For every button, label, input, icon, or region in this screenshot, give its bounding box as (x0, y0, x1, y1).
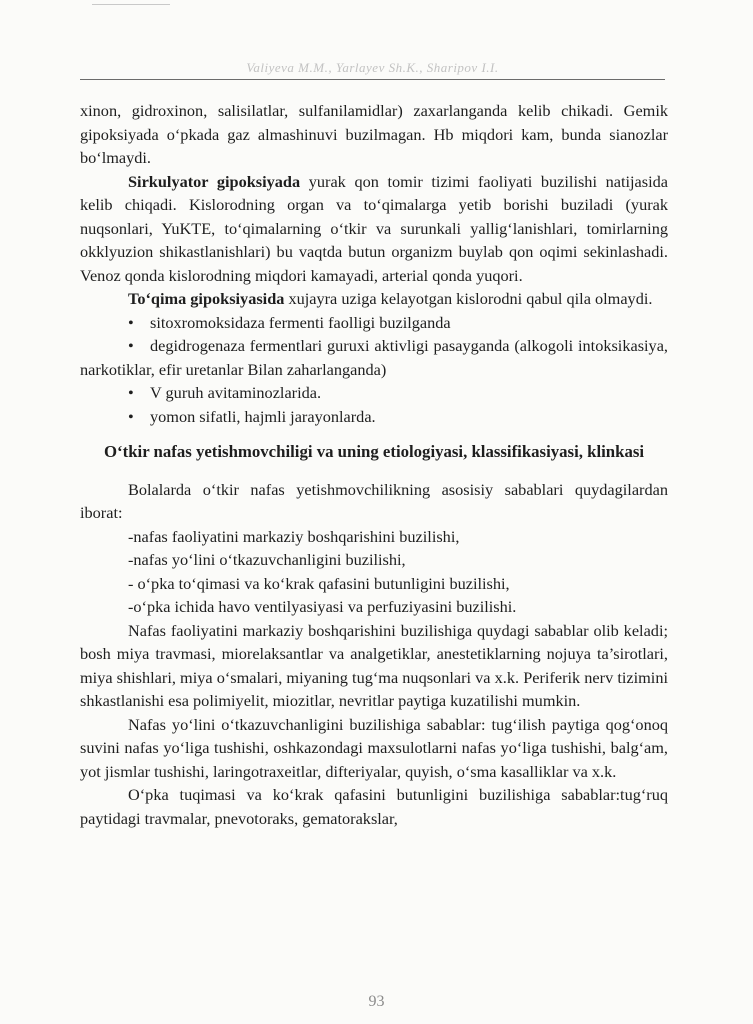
bullet-list (80, 311, 668, 429)
page-body (80, 99, 668, 830)
term-circulatory-hypoxia: Sirkulyator gipoksiyada (128, 171, 301, 191)
page-number: 93 (368, 993, 385, 1010)
bullet-icon: • (128, 312, 134, 332)
list-item (80, 405, 668, 429)
list-item (80, 381, 668, 405)
cause-item: -nafas yo‘lini o‘tkazuvchanligini buzilishi, (128, 550, 406, 569)
bullet-icon: • (128, 336, 134, 355)
list-item-text: V guruh avitaminozlarida. (150, 383, 322, 402)
section-title: O‘tkir nafas yetishmovchiligi va uning etiologiyasi, klassifikasiyasi, klinkasi (103, 442, 645, 461)
bullet-icon: • (128, 406, 134, 426)
running-header (80, 60, 665, 84)
paragraph-circulatory-hypoxia (80, 170, 668, 288)
cause-item: - o‘pka to‘qimasi va ko‘krak qafasini butunligini buzilishi, (128, 573, 510, 593)
paragraph-text: yurak qon tomir tizimi faoliyati buzilishi natijasida kelib chiqadi. Kislorodning organ va to‘qimalarga yetib borishi buziladi (yurak nuqsonlari, YuKTE, to‘qimalarning o‘tkir va surunkali yallig‘lanishlari, tomirlarning okklyuzion shikastlanishlari) bu vaqtda butun organizm buylab qon oqimi sekinlashadi. Venoz qonda kislorodning miqdori kamayadi, arterial qonda yuqori. (80, 171, 668, 285)
list-item-text: degidrogenaza fermentlari guruxi aktivligi pasayganda (alkogoli intoksikasiya, narkotiklar, efir uretanlar Bilan zaharlanganda) (80, 336, 668, 379)
paragraph-text: xujayra uziga kelayotgan kislorodni qabul qila olmaydi. (284, 289, 653, 308)
running-header-text: Valiyeva M.M., Yarlayev Sh.K., Sharipov I.I. (246, 60, 499, 75)
paragraph-continuation: xinon, gidroxinon, salisilatlar, sulfanilamidlar) zaxarlanganda kelib chikadi. Gemik gipoksiyada o‘pkada gaz almashinuvi buzilmagan. Hb miqdori kam, bunda sianozlar bo‘lmaydi. (80, 101, 668, 167)
header-rule (80, 79, 665, 80)
list-item (80, 334, 668, 381)
paragraph-tissue-hypoxia (80, 287, 668, 311)
cause-item: -nafas faoliyatini markaziy boshqarishini buzilishi, (128, 526, 460, 546)
bullet-icon: • (128, 383, 134, 402)
paragraph-central-regulation: Nafas faoliyatini markaziy boshqarishini buzilishiga quydagi sabablar olib keladi; bosh miya travmasi, miorelaksantlar va analgetiklar, anestetiklarning nojuya ta’sirotlari, miya shishlari, miya o‘smalari, miyaning tug‘ma nuqsonlari va x.k. Periferik nerv tizimini shkastlanishi esa polimiyelit, miozitlar, nevritlar paytiga kuzatilishi mumkin. (80, 620, 668, 710)
paragraph-airway-patency: Nafas yo‘lini o‘tkazuvchanligini buzilishiga sabablar: tug‘ilish paytiga qog‘onoq suvini nafas yo‘liga tushishi, oshkazondagi maxsulotlarni nafas yo‘liga tushishi, balg‘am, yot jismlar tushishi, laringotraxeitlar, difteriyalar, quyish, o‘sma kasalliklar va x.k. (80, 714, 668, 781)
list-item (80, 311, 668, 335)
top-edge-rule (92, 4, 170, 5)
causes-intro: Bolalarda o‘tkir nafas yetishmovchilikning asosisiy sabablari quydagilardan iborat: (80, 479, 668, 522)
list-item-text: yomon sifatli, hajmli jarayonlarda. (150, 406, 376, 426)
cause-item: -o‘pka ichida havo ventilyasiyasi va perfuziyasini buzilishi. (128, 597, 517, 616)
term-tissue-hypoxia: To‘qima gipoksiyasida (128, 289, 285, 308)
paragraph-lung-integrity: O‘pka tuqimasi va ko‘krak qafasini butunligini buzilishiga sabablar:tug‘ruq paytidagi travmalar, pnevotoraks, gematorakslar, (80, 785, 668, 828)
list-item-text: sitoxromoksidaza fermenti faolligi buzilganda (150, 312, 451, 332)
